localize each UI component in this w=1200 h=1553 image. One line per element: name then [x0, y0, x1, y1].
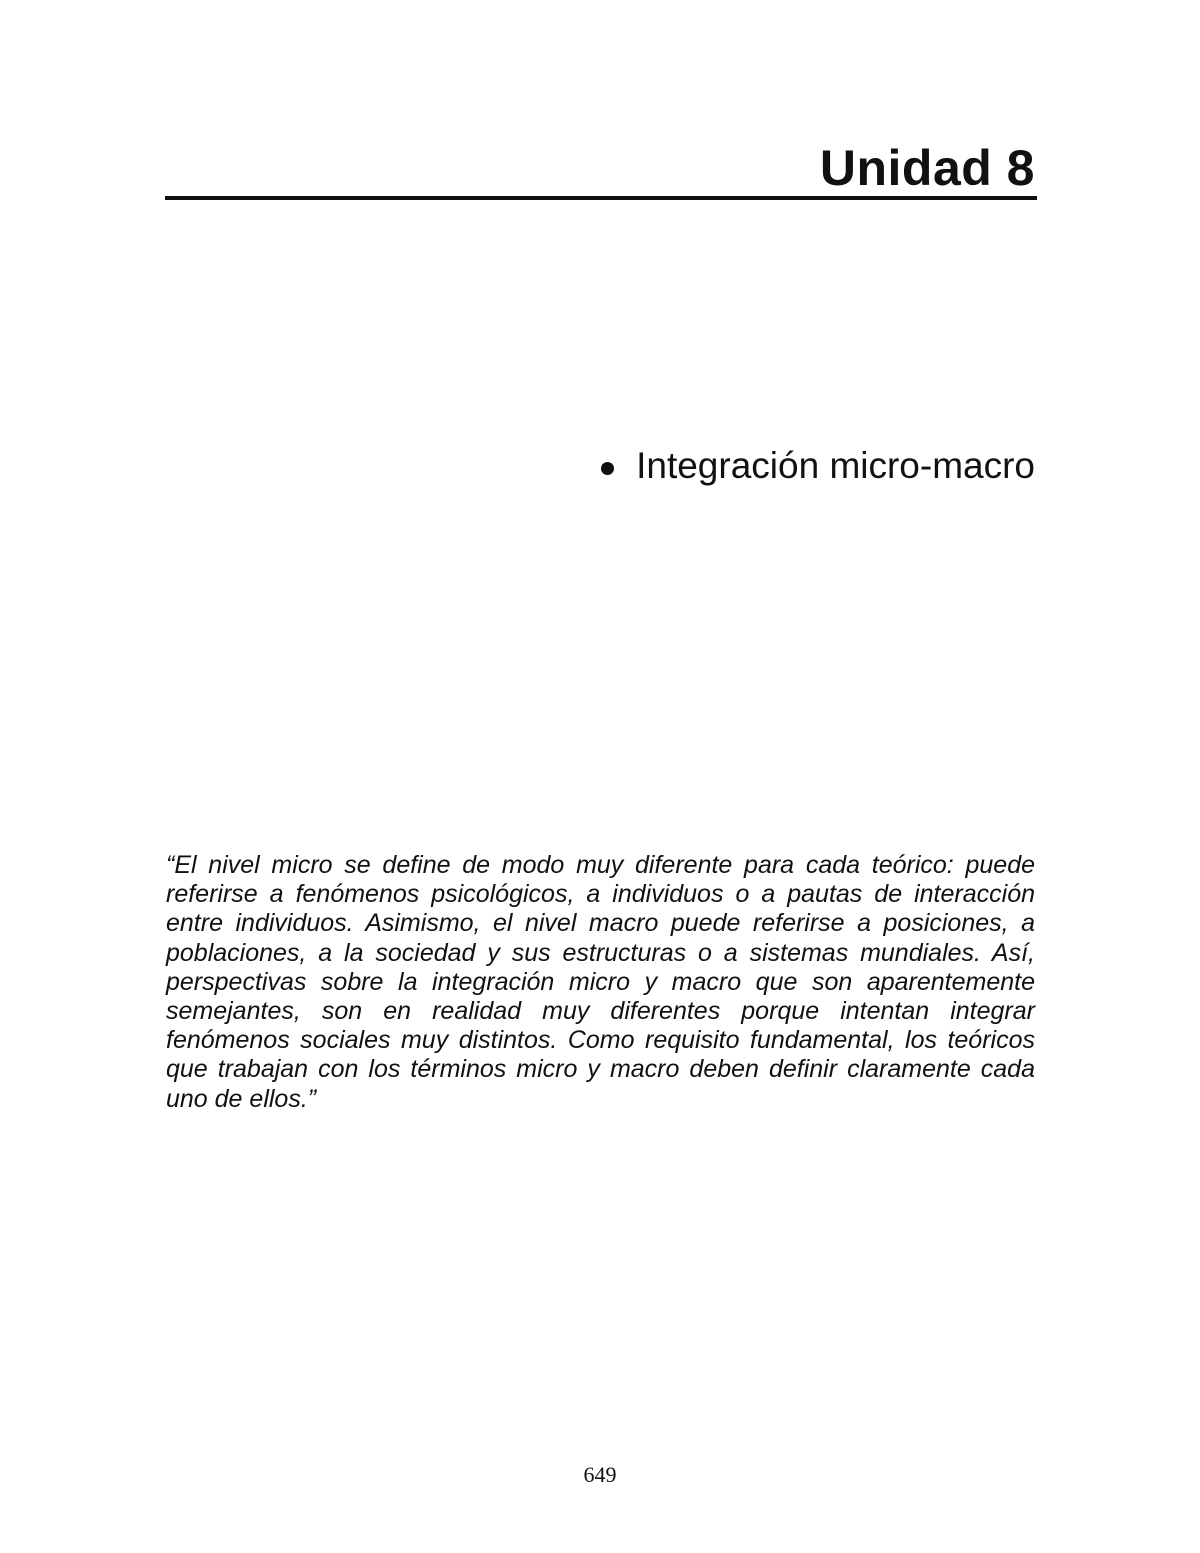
title-rule — [165, 196, 1037, 200]
epigraph-quote: “El nivel micro se define de modo muy diferente para cada teórico: puede referirse a fenómenos psicológicos, a individuos o a pautas de interacción entre individuos. Asimismo, el nivel macro puede referirse a posiciones, a poblaciones, a la sociedad y sus estructuras o a sistemas mundiales. Así, perspectivas sobre la integración micro y macro que son aparentemente semejantes, son en realidad muy diferentes porque intentan integrar fenómenos sociales muy distintos. Como requisito fundamental, los teóricos que trabajan con los términos micro y macro deben definir claramente cada uno de ellos.” — [166, 851, 1035, 1113]
topic-label: Integración micro-macro — [636, 445, 1035, 486]
topic-item — [601, 442, 1035, 490]
page-number: 649 — [583, 1462, 617, 1487]
unit-title: Unidad 8 — [819, 140, 1035, 196]
bullet-icon — [601, 462, 614, 475]
